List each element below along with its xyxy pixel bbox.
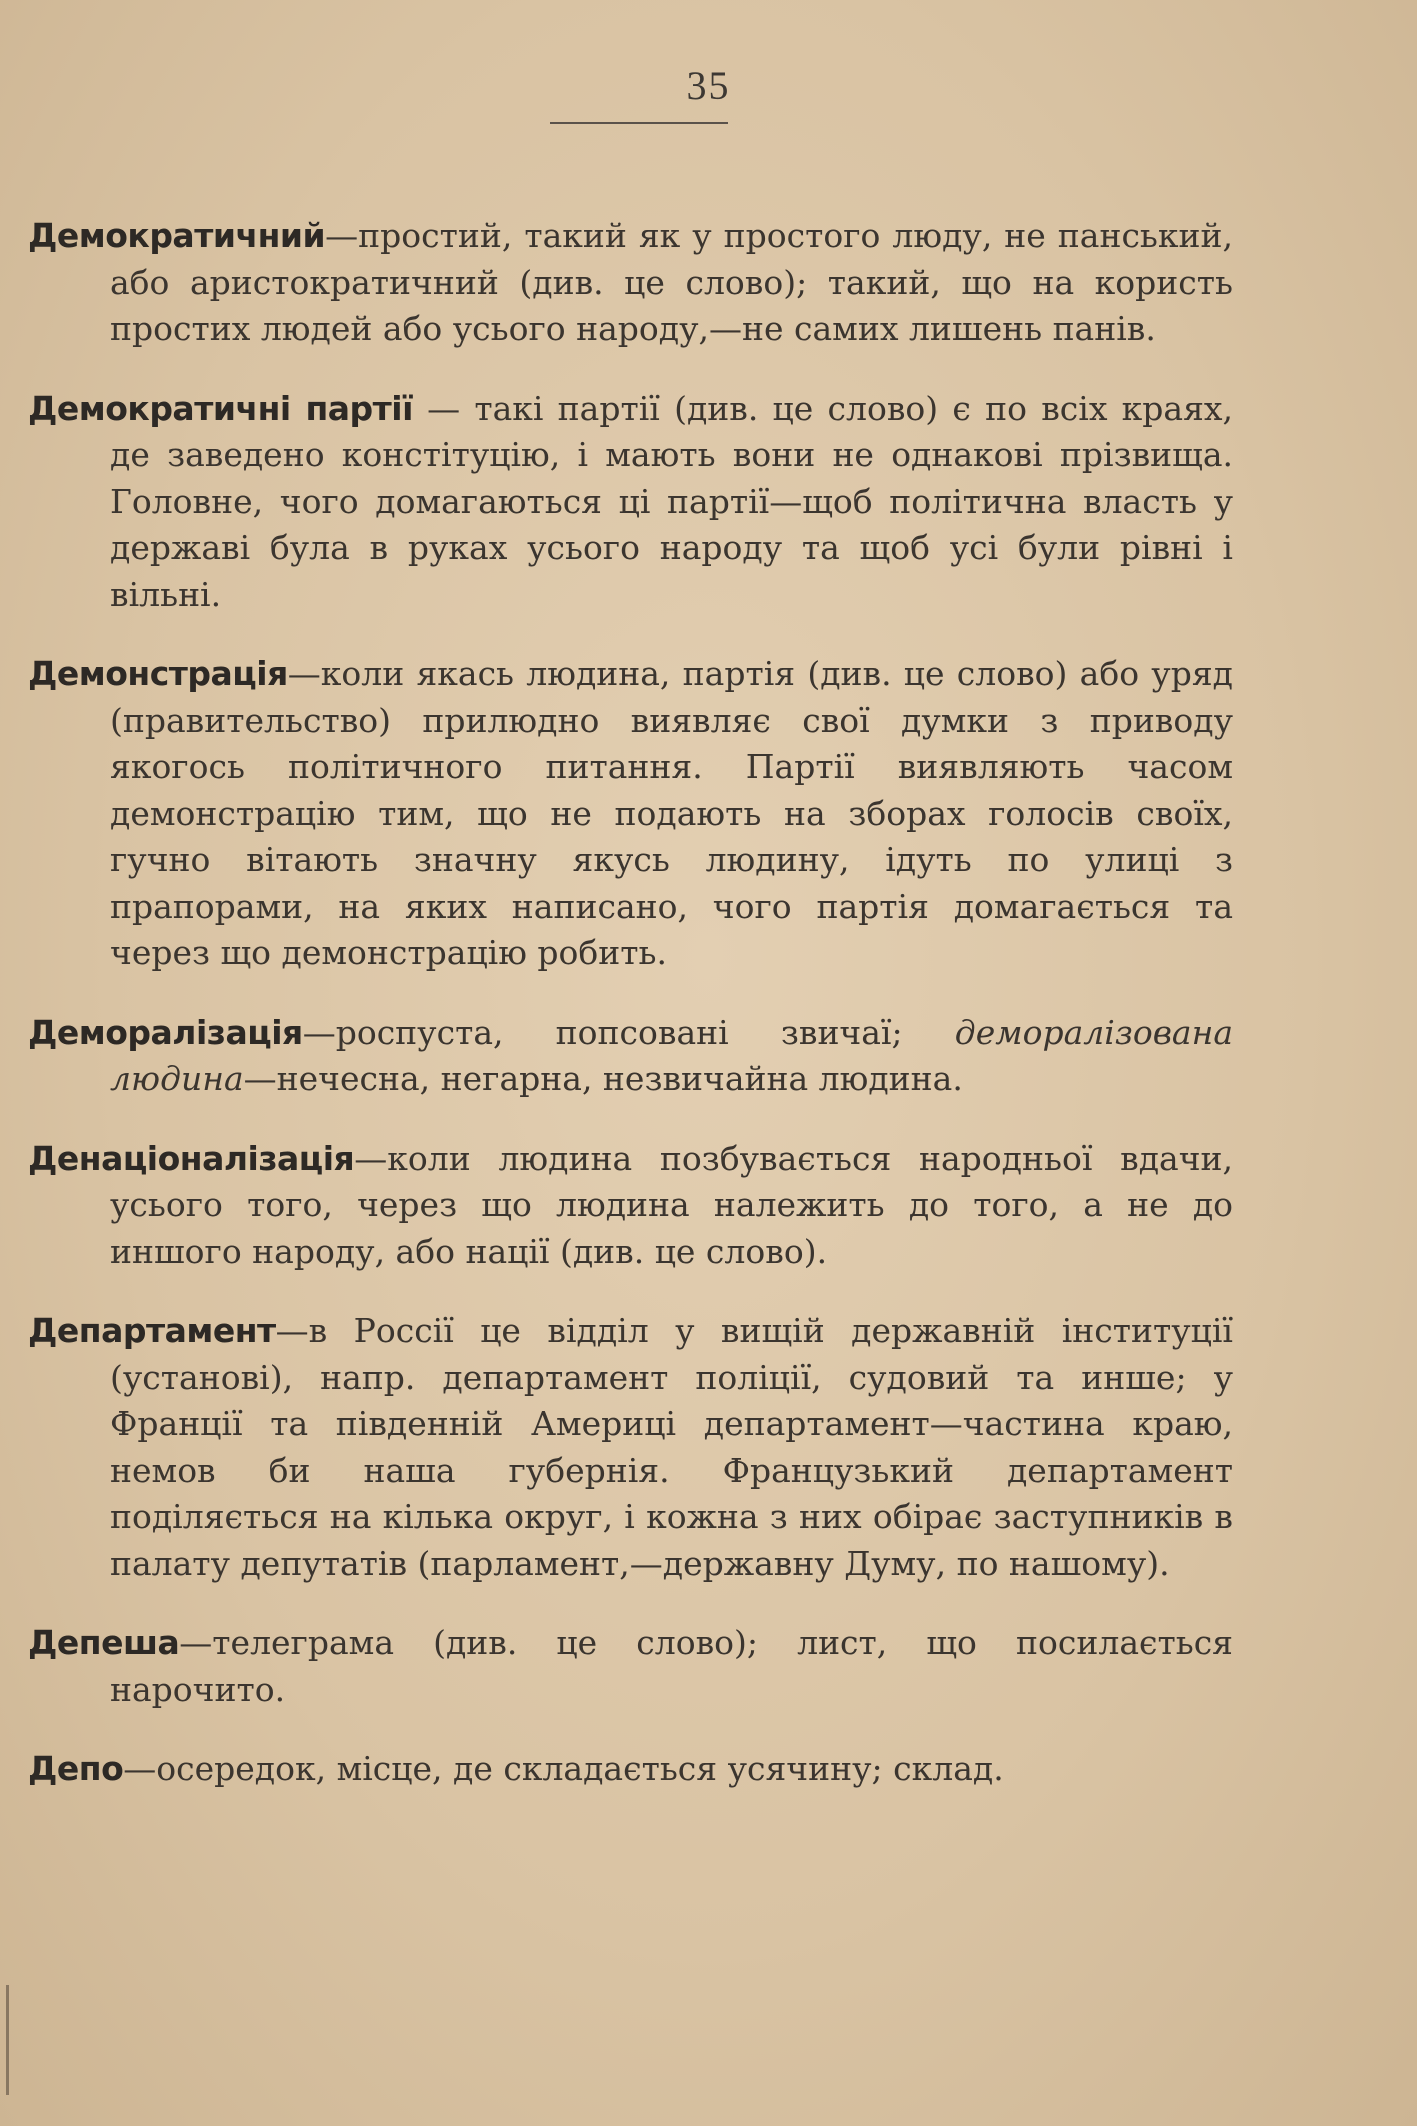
- entry-term: Денаціоналізація: [28, 1138, 355, 1178]
- dictionary-entry: [28, 1308, 1233, 1587]
- entry-italic-phrase: деморалізована людина: [110, 1012, 1233, 1098]
- entry-definition: —в Россії це відділ у вищій державній інституції (установі), напр. департамент поліції, судовий та инше; у Франції та південній Америці департамент—частина краю, немов би наша губернія. Французький департамент поділяється на кілька округ, і кожна з них обірає заступників в палату депутатів (парламент,—державну Думу, по нашому).: [110, 1311, 1233, 1583]
- dictionary-entry: [28, 651, 1233, 977]
- entry-term: Демократичний: [28, 216, 326, 255]
- entry-definition: —роспуста, попсовані звичаї;: [302, 1012, 955, 1052]
- dictionary-entry: [28, 1620, 1233, 1713]
- page-number: 35: [686, 63, 731, 108]
- page-number-underline: [550, 122, 728, 124]
- entry-term: Демонстрація: [28, 654, 288, 693]
- entry-definition-continued: —нечесна, негарна, незвичайна людина.: [243, 1059, 963, 1098]
- dictionary-entry: [28, 1136, 1233, 1276]
- dictionary-entry: [28, 1746, 1233, 1793]
- binding-mark: [6, 1985, 23, 2095]
- entry-definition: —простий, такий як у простого люду, не панський, або аристократичний (див. це слово); такий, що на користь простих людей або усього народу,—не самих лишень панів.: [110, 216, 1233, 348]
- dictionary-entry: [28, 1010, 1233, 1103]
- entry-definition: —осередок, місце, де складається усячину; склад.: [123, 1749, 1004, 1788]
- dictionary-entries: [28, 180, 1233, 1804]
- entry-term: Деморалізація: [28, 1012, 303, 1052]
- entry-term: Депо: [28, 1749, 124, 1788]
- entry-term: Депеша: [28, 1623, 180, 1662]
- dictionary-entry: [28, 213, 1233, 353]
- entry-definition: —телеграма (див. це слово); лист, що посилається нарочито.: [110, 1623, 1233, 1709]
- entry-definition: — такі партії (див. це слово) є по всіх краях, де заведено констітуцію, і мають вони не однакові прізвища. Головне, чого домагаються ці партії—щоб політична власть у державі була в руках усього народу та щоб усі були рівні і вільні.: [110, 388, 1233, 614]
- dictionary-entry: [28, 386, 1233, 619]
- entry-definition: —коли якась людина, партія (див. це слово) або уряд (правительство) прилюдно виявляє свої думки з приводу якогось політичного питання. Партії виявляють часом демонстрацію тим, що не подають на зборах голосів своїх, гучно вітають значну якусь людину, ідуть по улиці з прапорами, на яких написано, чого партія домагається та через що демонстрацію робить.: [110, 654, 1233, 972]
- entry-definition: —коли людина позбувається народньої вдачи, усього того, через що людина належить до того, а не до иншого народу, або нації (див. це слово).: [110, 1138, 1233, 1271]
- entry-term: Демократичні партії: [28, 388, 413, 428]
- entry-term: Департамент: [28, 1311, 276, 1350]
